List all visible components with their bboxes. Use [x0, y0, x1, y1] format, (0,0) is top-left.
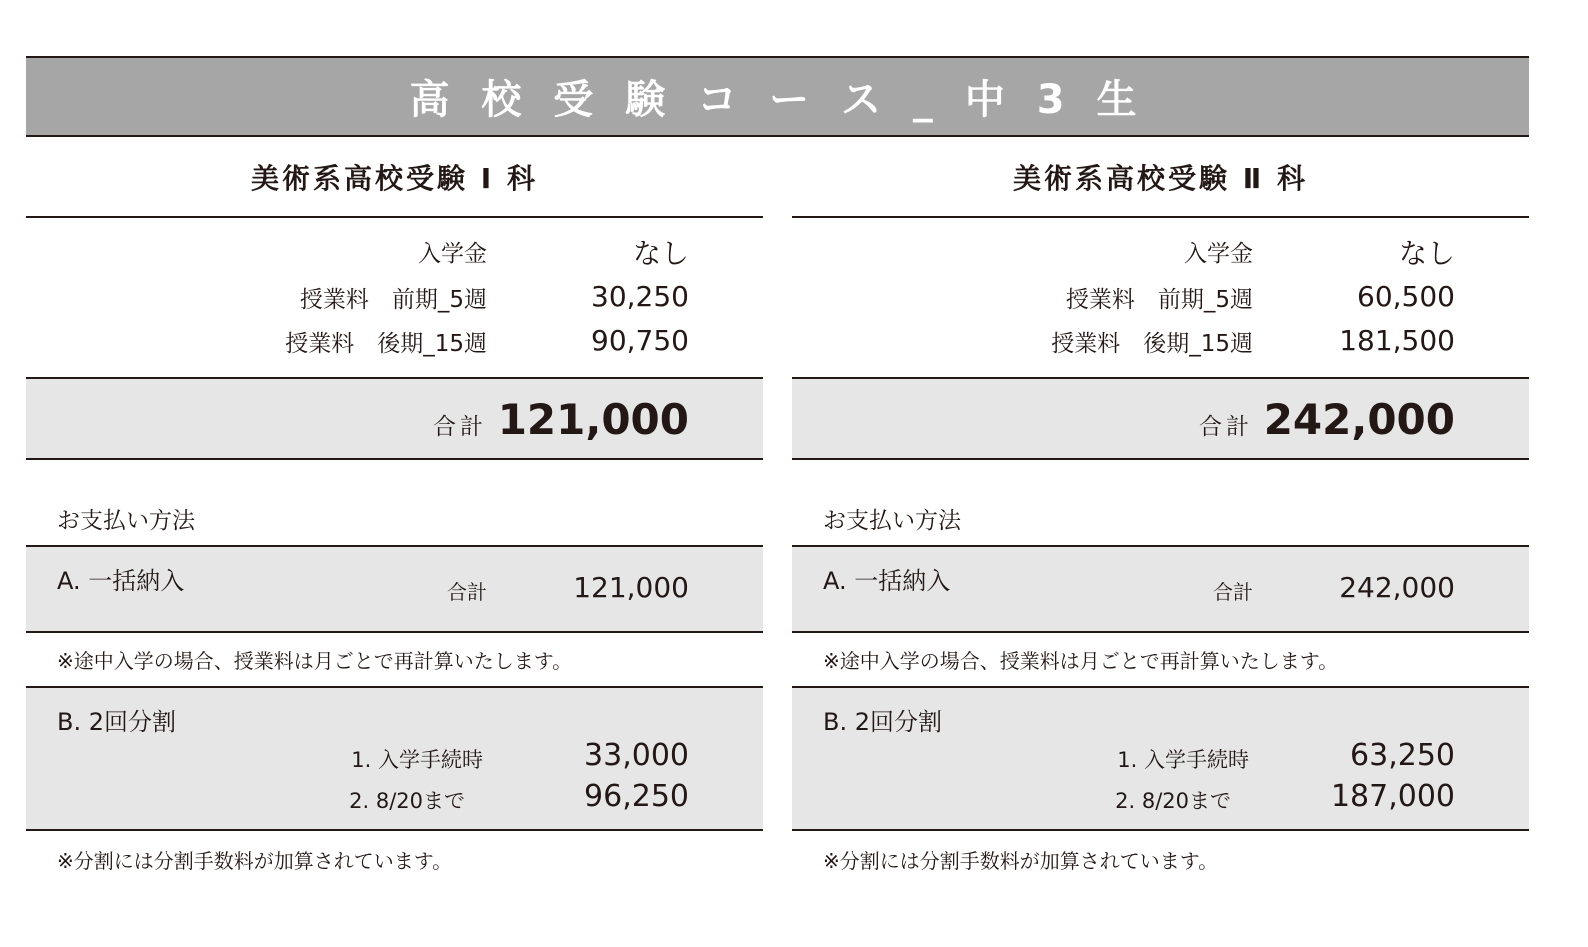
divider: [26, 216, 763, 218]
installment-value-1: 63,250: [1350, 738, 1455, 773]
fee-value-term1: 60,500: [1357, 280, 1455, 313]
divider: [792, 829, 1529, 831]
option-b-label: B. 2回分割: [57, 708, 176, 736]
option-a-value: 121,000: [573, 571, 689, 604]
divider: [792, 216, 1529, 218]
option-a-label: A. 一括納入: [57, 567, 185, 595]
course-title: 美術系高校受験 Ⅰ 科: [251, 162, 538, 195]
note-b: ※分割には分割手数料が加算されています。: [57, 849, 453, 873]
total-value: 242,000: [1263, 395, 1455, 444]
installment-label-2: 2. 8/20まで: [349, 789, 465, 813]
fee-label-term1: 授業料 前期_5週: [1065, 287, 1253, 313]
fee-value-term1: 30,250: [591, 280, 689, 313]
fee-label-term2: 授業料 後期_15週: [1051, 331, 1253, 357]
title-bar: [26, 56, 1529, 137]
total-value: 121,000: [497, 395, 689, 444]
total-label: 合計: [1199, 414, 1253, 440]
divider: [26, 631, 763, 633]
divider: [26, 377, 763, 379]
divider: [792, 458, 1529, 460]
note-a: ※途中入学の場合、授業料は月ごとで再計算いたします。: [823, 649, 1339, 673]
total-label: 合計: [433, 414, 487, 440]
divider: [792, 377, 1529, 379]
course-column-1: [26, 137, 763, 937]
fee-label-entrance: 入学金: [418, 241, 487, 267]
divider: [792, 545, 1529, 547]
page-title: 高 校 受 験 コ ー ス _ 中 3 生: [409, 77, 1146, 123]
payment-heading: お支払い方法: [823, 508, 961, 534]
fee-value-entrance: なし: [632, 237, 689, 270]
option-b-label: B. 2回分割: [823, 708, 942, 736]
fee-value-term2: 90,750: [591, 324, 689, 357]
payment-heading: お支払い方法: [57, 508, 195, 534]
option-a-label: A. 一括納入: [823, 567, 951, 595]
fee-value-entrance: なし: [1398, 237, 1455, 270]
divider: [792, 686, 1529, 688]
divider: [26, 829, 763, 831]
fee-label-term1: 授業料 前期_5週: [299, 287, 487, 313]
option-a-value: 242,000: [1339, 571, 1455, 604]
fee-label-entrance: 入学金: [1184, 241, 1253, 267]
course-column-2: [792, 137, 1529, 937]
installment-value-2: 187,000: [1330, 779, 1455, 814]
installment-label-1: 1. 入学手続時: [351, 748, 483, 772]
note-a: ※途中入学の場合、授業料は月ごとで再計算いたします。: [57, 649, 573, 673]
divider: [26, 545, 763, 547]
option-a-sub-label: 合計: [1213, 580, 1253, 604]
course-title: 美術系高校受験 Ⅱ 科: [1013, 162, 1308, 195]
installment-value-2: 96,250: [584, 779, 689, 814]
installment-value-1: 33,000: [584, 738, 689, 773]
option-a-sub-label: 合計: [447, 580, 487, 604]
fee-value-term2: 181,500: [1339, 324, 1455, 357]
divider: [792, 631, 1529, 633]
note-b: ※分割には分割手数料が加算されています。: [823, 849, 1219, 873]
divider: [26, 458, 763, 460]
fee-label-term2: 授業料 後期_15週: [285, 331, 487, 357]
installment-label-2: 2. 8/20まで: [1115, 789, 1231, 813]
divider: [26, 686, 763, 688]
installment-label-1: 1. 入学手続時: [1117, 748, 1249, 772]
